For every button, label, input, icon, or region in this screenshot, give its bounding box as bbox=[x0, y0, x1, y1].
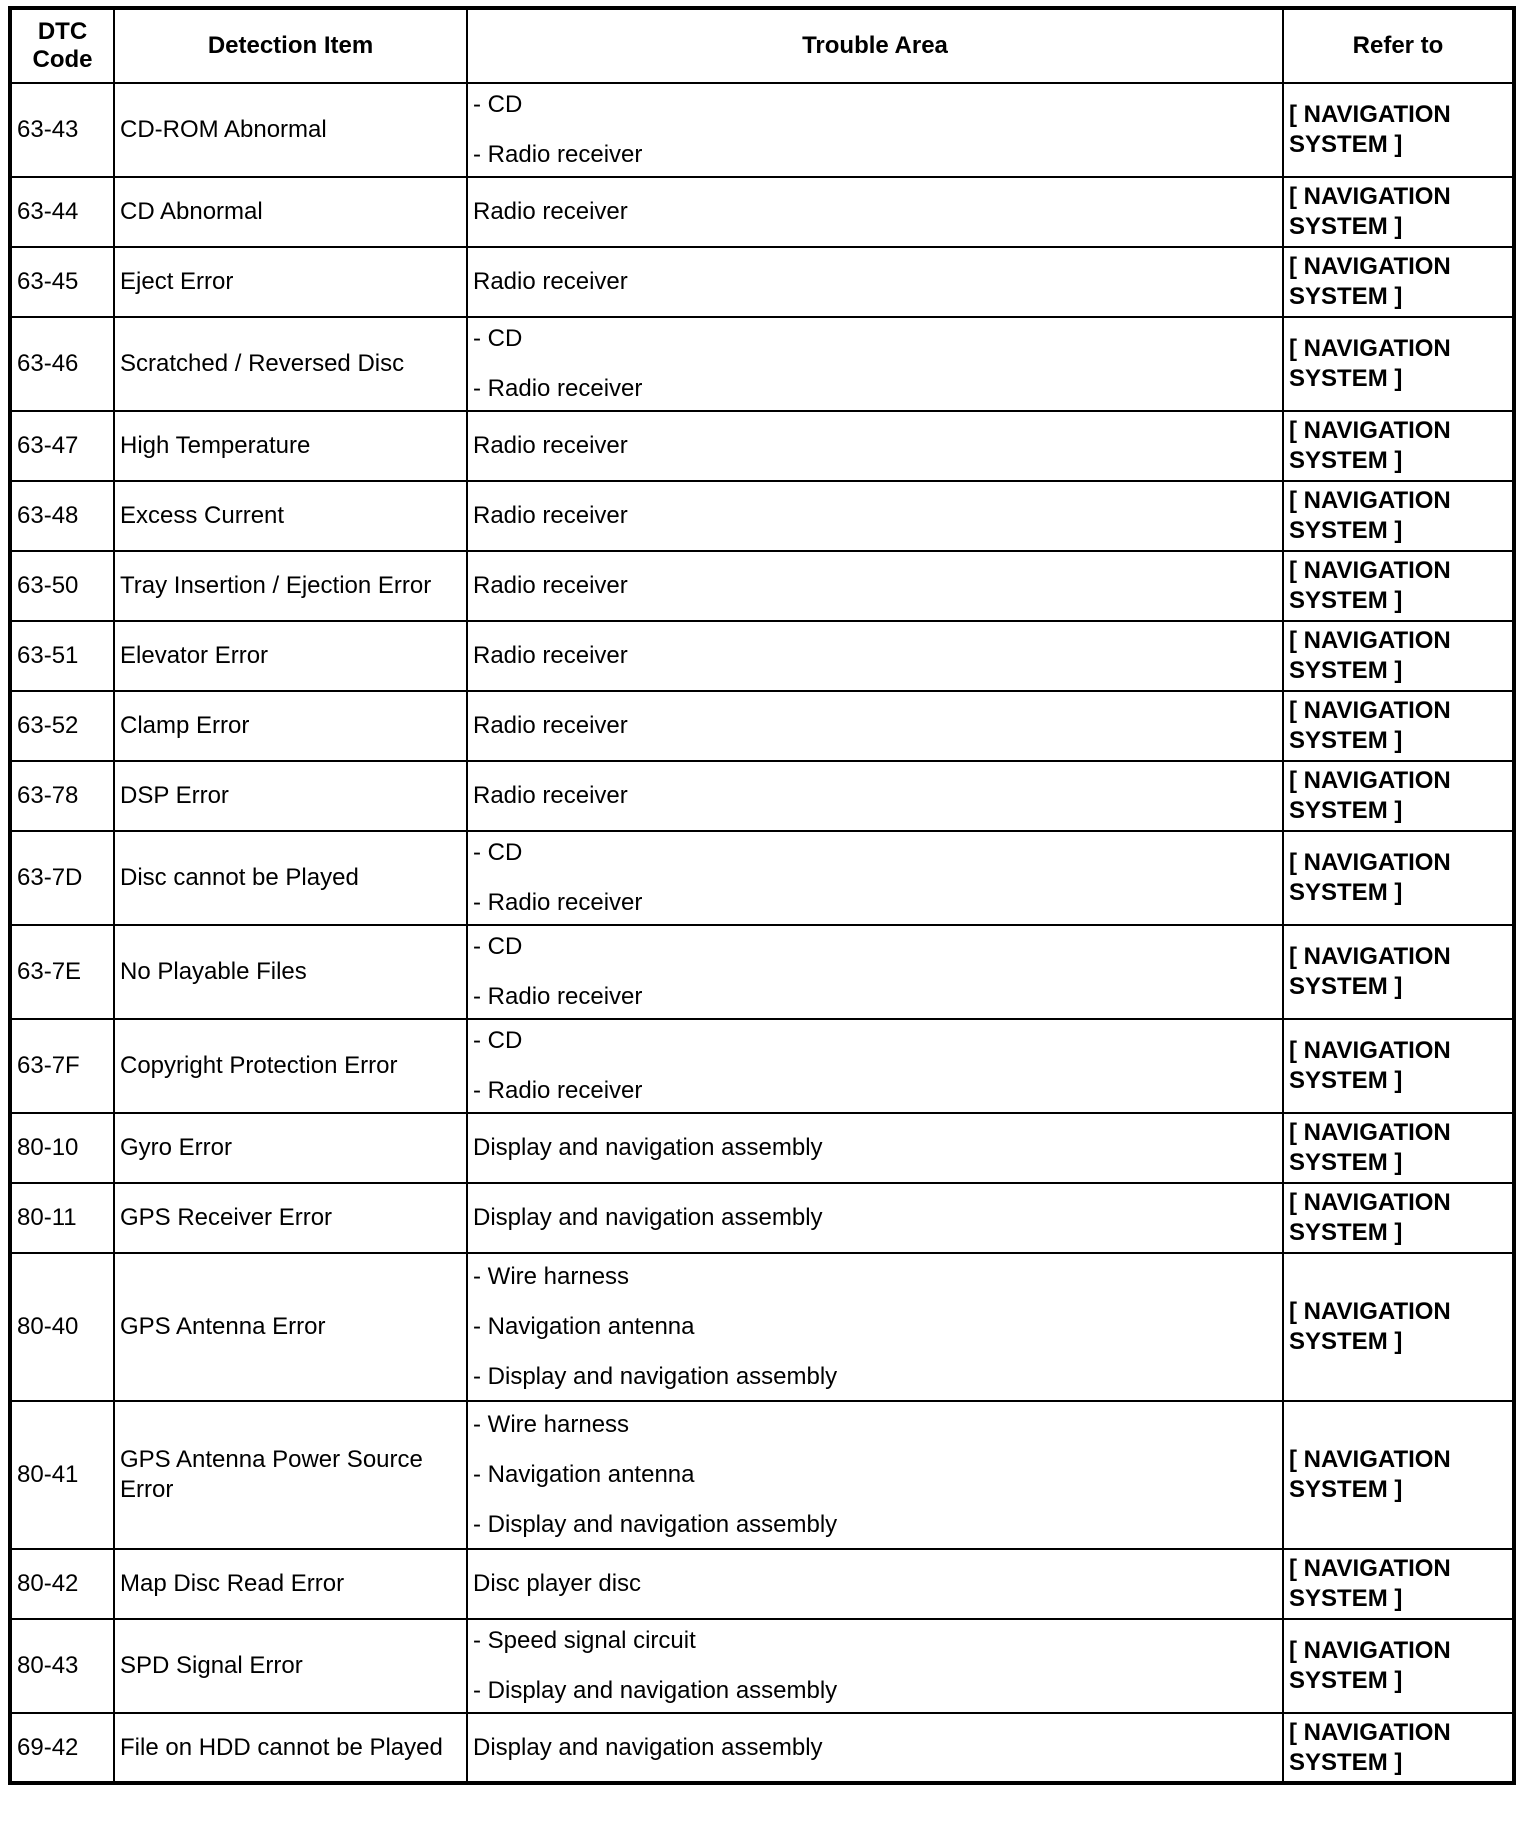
trouble-area-cell bbox=[467, 481, 1283, 551]
trouble-area-line: - Speed signal circuit bbox=[473, 1627, 696, 1654]
trouble-area-cell bbox=[467, 317, 1283, 411]
dtc-code-cell: 80-42 bbox=[10, 1549, 114, 1619]
trouble-area-cell bbox=[467, 247, 1283, 317]
trouble-area-line: - Display and navigation assembly bbox=[473, 1677, 838, 1704]
refer-to-link[interactable]: [ NAVIGATION SYSTEM ] bbox=[1283, 761, 1514, 831]
trouble-area-line: Radio receiver bbox=[473, 502, 628, 529]
trouble-area-line: Display and navigation assembly bbox=[473, 1204, 823, 1231]
trouble-area-line: - Radio receiver bbox=[473, 375, 643, 402]
detection-item-cell: GPS Antenna Power Source Error bbox=[114, 1401, 467, 1549]
trouble-area-line: - CD bbox=[473, 1027, 523, 1054]
table-row bbox=[10, 411, 1514, 481]
trouble-area-cell bbox=[467, 83, 1283, 177]
dtc-code-cell: 80-43 bbox=[10, 1619, 114, 1713]
detection-item-cell: Elevator Error bbox=[114, 621, 467, 691]
dtc-code-cell: 80-11 bbox=[10, 1183, 114, 1253]
trouble-area-line: - CD bbox=[473, 933, 523, 960]
table-row bbox=[10, 551, 1514, 621]
trouble-area-line: - Display and navigation assembly bbox=[473, 1511, 838, 1538]
trouble-area-cell bbox=[467, 831, 1283, 925]
trouble-area-line: - CD bbox=[473, 91, 523, 118]
trouble-area-line: Display and navigation assembly bbox=[473, 1134, 823, 1161]
detection-item-cell: Gyro Error bbox=[114, 1113, 467, 1183]
header-dtc-code-line2: Code bbox=[32, 46, 93, 73]
trouble-area-line: Radio receiver bbox=[473, 712, 628, 739]
dtc-code-cell: 63-45 bbox=[10, 247, 114, 317]
dtc-code-cell: 80-10 bbox=[10, 1113, 114, 1183]
detection-item-cell: GPS Receiver Error bbox=[114, 1183, 467, 1253]
trouble-area-cell bbox=[467, 1713, 1283, 1783]
trouble-area-line: - Navigation antenna bbox=[473, 1313, 695, 1340]
table-header bbox=[10, 8, 1514, 83]
table-body bbox=[10, 83, 1514, 1783]
trouble-area-cell bbox=[467, 1113, 1283, 1183]
table-row bbox=[10, 1713, 1514, 1783]
dtc-code-cell: 63-44 bbox=[10, 177, 114, 247]
trouble-area-line: - Navigation antenna bbox=[473, 1461, 695, 1488]
trouble-area-cell bbox=[467, 691, 1283, 761]
detection-item-cell: File on HDD cannot be Played bbox=[114, 1713, 467, 1783]
refer-to-link[interactable]: [ NAVIGATION SYSTEM ] bbox=[1283, 1019, 1514, 1113]
detection-item-cell: Copyright Protection Error bbox=[114, 1019, 467, 1113]
header-dtc-code bbox=[10, 8, 114, 83]
refer-to-link[interactable]: [ NAVIGATION SYSTEM ] bbox=[1283, 411, 1514, 481]
refer-to-link[interactable]: [ NAVIGATION SYSTEM ] bbox=[1283, 1619, 1514, 1713]
detection-item-cell: CD-ROM Abnormal bbox=[114, 83, 467, 177]
detection-item-cell: Tray Insertion / Ejection Error bbox=[114, 551, 467, 621]
table-row bbox=[10, 1253, 1514, 1401]
header-refer-to: Refer to bbox=[1283, 8, 1514, 83]
trouble-area-line: Radio receiver bbox=[473, 642, 628, 669]
trouble-area-cell bbox=[467, 1183, 1283, 1253]
dtc-code-cell: 63-7F bbox=[10, 1019, 114, 1113]
table-row bbox=[10, 83, 1514, 177]
refer-to-link[interactable]: [ NAVIGATION SYSTEM ] bbox=[1283, 551, 1514, 621]
dtc-code-cell: 63-7E bbox=[10, 925, 114, 1019]
table-row bbox=[10, 1401, 1514, 1549]
trouble-area-line: Radio receiver bbox=[473, 198, 628, 225]
refer-to-link[interactable]: [ NAVIGATION SYSTEM ] bbox=[1283, 1713, 1514, 1783]
dtc-code-cell: 69-42 bbox=[10, 1713, 114, 1783]
detection-item-cell: SPD Signal Error bbox=[114, 1619, 467, 1713]
trouble-area-line: - Radio receiver bbox=[473, 1077, 643, 1104]
trouble-area-cell bbox=[467, 177, 1283, 247]
trouble-area-line: Radio receiver bbox=[473, 572, 628, 599]
trouble-area-cell bbox=[467, 551, 1283, 621]
refer-to-link[interactable]: [ NAVIGATION SYSTEM ] bbox=[1283, 691, 1514, 761]
header-trouble-area: Trouble Area bbox=[467, 8, 1283, 83]
trouble-area-line: - Wire harness bbox=[473, 1263, 630, 1290]
trouble-area-line: Display and navigation assembly bbox=[473, 1733, 823, 1761]
refer-to-link[interactable]: [ NAVIGATION SYSTEM ] bbox=[1283, 831, 1514, 925]
refer-to-link[interactable]: [ NAVIGATION SYSTEM ] bbox=[1283, 621, 1514, 691]
refer-to-link[interactable]: [ NAVIGATION SYSTEM ] bbox=[1283, 1253, 1514, 1401]
table-row bbox=[10, 621, 1514, 691]
trouble-area-cell bbox=[467, 411, 1283, 481]
refer-to-link[interactable]: [ NAVIGATION SYSTEM ] bbox=[1283, 1113, 1514, 1183]
trouble-area-line: Radio receiver bbox=[473, 432, 628, 459]
detection-item-cell: No Playable Files bbox=[114, 925, 467, 1019]
table-row bbox=[10, 317, 1514, 411]
detection-item-cell: Eject Error bbox=[114, 247, 467, 317]
table-row bbox=[10, 177, 1514, 247]
trouble-area-line: - Display and navigation assembly bbox=[473, 1363, 838, 1390]
trouble-area-line: - Radio receiver bbox=[473, 141, 643, 168]
table-row bbox=[10, 691, 1514, 761]
trouble-area-line: - CD bbox=[473, 839, 523, 866]
refer-to-link[interactable]: [ NAVIGATION SYSTEM ] bbox=[1283, 317, 1514, 411]
dtc-code-cell: 63-46 bbox=[10, 317, 114, 411]
detection-item-cell: Scratched / Reversed Disc bbox=[114, 317, 467, 411]
refer-to-link[interactable]: [ NAVIGATION SYSTEM ] bbox=[1283, 925, 1514, 1019]
trouble-area-cell bbox=[467, 1549, 1283, 1619]
refer-to-link[interactable]: [ NAVIGATION SYSTEM ] bbox=[1283, 1183, 1514, 1253]
table-row bbox=[10, 1619, 1514, 1713]
dtc-code-cell: 63-52 bbox=[10, 691, 114, 761]
trouble-area-line: Radio receiver bbox=[473, 268, 628, 295]
trouble-area-cell bbox=[467, 1019, 1283, 1113]
table-row bbox=[10, 481, 1514, 551]
table-row bbox=[10, 831, 1514, 925]
trouble-area-cell bbox=[467, 621, 1283, 691]
dtc-code-cell: 63-50 bbox=[10, 551, 114, 621]
dtc-code-cell: 63-47 bbox=[10, 411, 114, 481]
header-detection-item: Detection Item bbox=[114, 8, 467, 83]
trouble-area-line: - CD bbox=[473, 325, 523, 352]
dtc-code-cell: 80-41 bbox=[10, 1401, 114, 1549]
dtc-code-cell: 63-78 bbox=[10, 761, 114, 831]
trouble-area-cell bbox=[467, 1401, 1283, 1549]
dtc-code-cell: 63-51 bbox=[10, 621, 114, 691]
trouble-area-line: Disc player disc bbox=[473, 1570, 642, 1597]
table-row bbox=[10, 761, 1514, 831]
dtc-code-cell: 80-40 bbox=[10, 1253, 114, 1401]
trouble-area-cell bbox=[467, 1619, 1283, 1713]
trouble-area-line: Radio receiver bbox=[473, 782, 628, 809]
table-row bbox=[10, 1019, 1514, 1113]
detection-item-cell: DSP Error bbox=[114, 761, 467, 831]
table-row bbox=[10, 1113, 1514, 1183]
detection-item-cell: Excess Current bbox=[114, 481, 467, 551]
detection-item-cell: Disc cannot be Played bbox=[114, 831, 467, 925]
table-row bbox=[10, 1183, 1514, 1253]
table-row bbox=[10, 925, 1514, 1019]
trouble-area-line: - Radio receiver bbox=[473, 983, 643, 1010]
trouble-area-cell bbox=[467, 925, 1283, 1019]
refer-to-link[interactable]: [ NAVIGATION SYSTEM ] bbox=[1283, 1549, 1514, 1619]
table-row bbox=[10, 247, 1514, 317]
dtc-code-cell: 63-43 bbox=[10, 83, 114, 177]
detection-item-cell: Clamp Error bbox=[114, 691, 467, 761]
detection-item-cell: CD Abnormal bbox=[114, 177, 467, 247]
refer-to-link[interactable]: [ NAVIGATION SYSTEM ] bbox=[1283, 83, 1514, 177]
dtc-code-cell: 63-7D bbox=[10, 831, 114, 925]
dtc-code-cell: 63-48 bbox=[10, 481, 114, 551]
trouble-area-line: - Radio receiver bbox=[473, 889, 643, 916]
refer-to-link[interactable]: [ NAVIGATION SYSTEM ] bbox=[1283, 177, 1514, 247]
trouble-area-line: - Wire harness bbox=[473, 1411, 630, 1438]
refer-to-link[interactable]: [ NAVIGATION SYSTEM ] bbox=[1283, 1401, 1514, 1549]
detection-item-cell: High Temperature bbox=[114, 411, 467, 481]
refer-to-link[interactable]: [ NAVIGATION SYSTEM ] bbox=[1283, 481, 1514, 551]
trouble-area-cell bbox=[467, 761, 1283, 831]
refer-to-link[interactable]: [ NAVIGATION SYSTEM ] bbox=[1283, 247, 1514, 317]
header-dtc-code-line1: DTC bbox=[37, 18, 88, 45]
dtc-table bbox=[8, 6, 1516, 1785]
table-row bbox=[10, 1549, 1514, 1619]
trouble-area-cell bbox=[467, 1253, 1283, 1401]
detection-item-cell: GPS Antenna Error bbox=[114, 1253, 467, 1401]
header-row bbox=[10, 8, 1514, 83]
detection-item-cell: Map Disc Read Error bbox=[114, 1549, 467, 1619]
